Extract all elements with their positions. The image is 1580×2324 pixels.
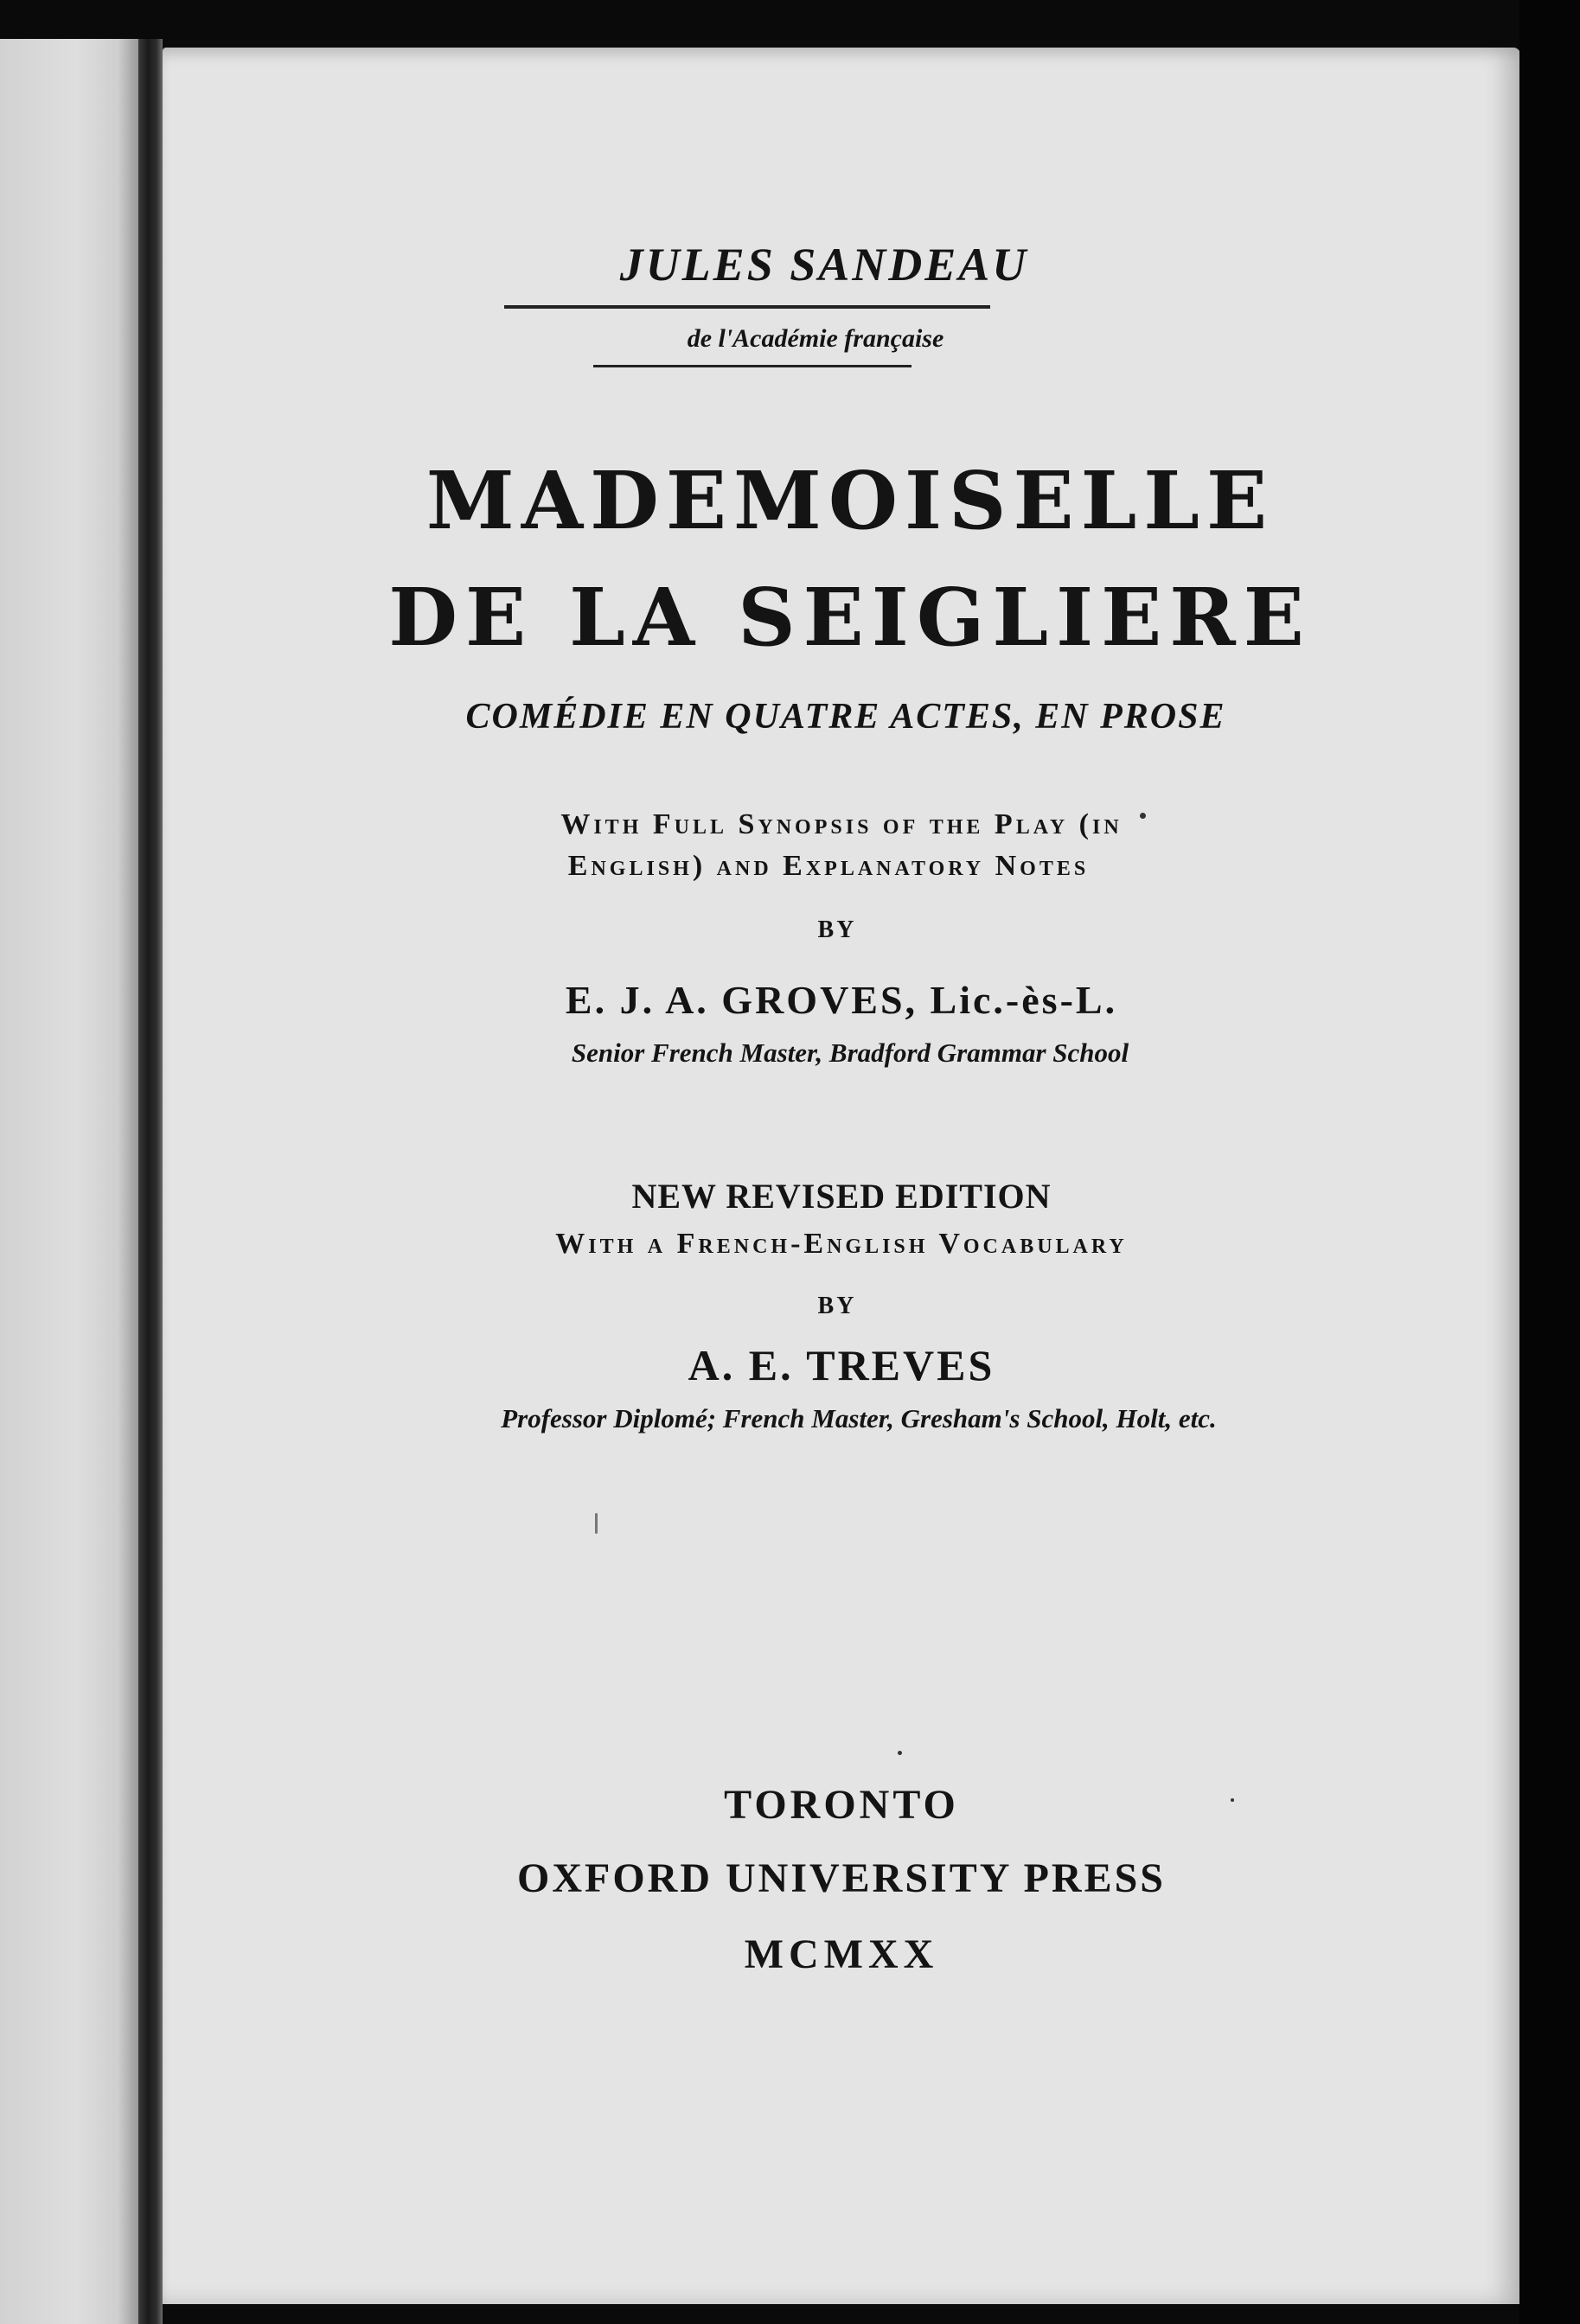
editor-role: Senior French Master, Bradford Grammar School (571, 1038, 1129, 1068)
publisher-name: OXFORD UNIVERSITY PRESS (517, 1855, 1166, 1901)
print-speck (595, 1513, 598, 1534)
subtitle: COMÉDIE EN QUATRE ACTES, EN PROSE (465, 697, 1226, 737)
author-name: JULES SANDEAU (619, 239, 1029, 290)
affiliation-rule (593, 365, 912, 367)
publication-year: MCMXX (744, 1931, 939, 1977)
reviser-role: Professor Diplomé; French Master, Gresham's School, Holt, etc. (501, 1403, 1217, 1433)
by-label: BY (817, 916, 857, 943)
print-speck (1231, 1798, 1234, 1802)
title-page (163, 48, 1520, 2304)
synopsis-line-2: English) and Explanatory Notes (567, 850, 1090, 882)
print-speck (898, 1751, 902, 1755)
facing-page-edge (0, 39, 138, 2324)
book-gutter (138, 39, 163, 2324)
author-affiliation: de l'Académie française (687, 324, 944, 353)
edition-label: NEW REVISED EDITION (631, 1177, 1052, 1216)
reviser-name: A. E. TREVES (688, 1341, 995, 1389)
vocabulary-note: With a French-English Vocabulary (555, 1228, 1128, 1260)
title-line-1: MADEMOISELLE (425, 454, 1275, 547)
synopsis-line-1: With Full Synopsis of the Play (in (560, 808, 1123, 840)
title-line-2: DE LA SEIGLIERE (388, 571, 1312, 664)
print-speck (1140, 813, 1146, 819)
by-label: BY (817, 1293, 857, 1319)
publication-place: TORONTO (724, 1782, 959, 1828)
scan-border (1519, 0, 1580, 2324)
author-rule (504, 305, 990, 309)
editor-name: E. J. A. GROVES, Lic.-ès-L. (565, 978, 1118, 1022)
